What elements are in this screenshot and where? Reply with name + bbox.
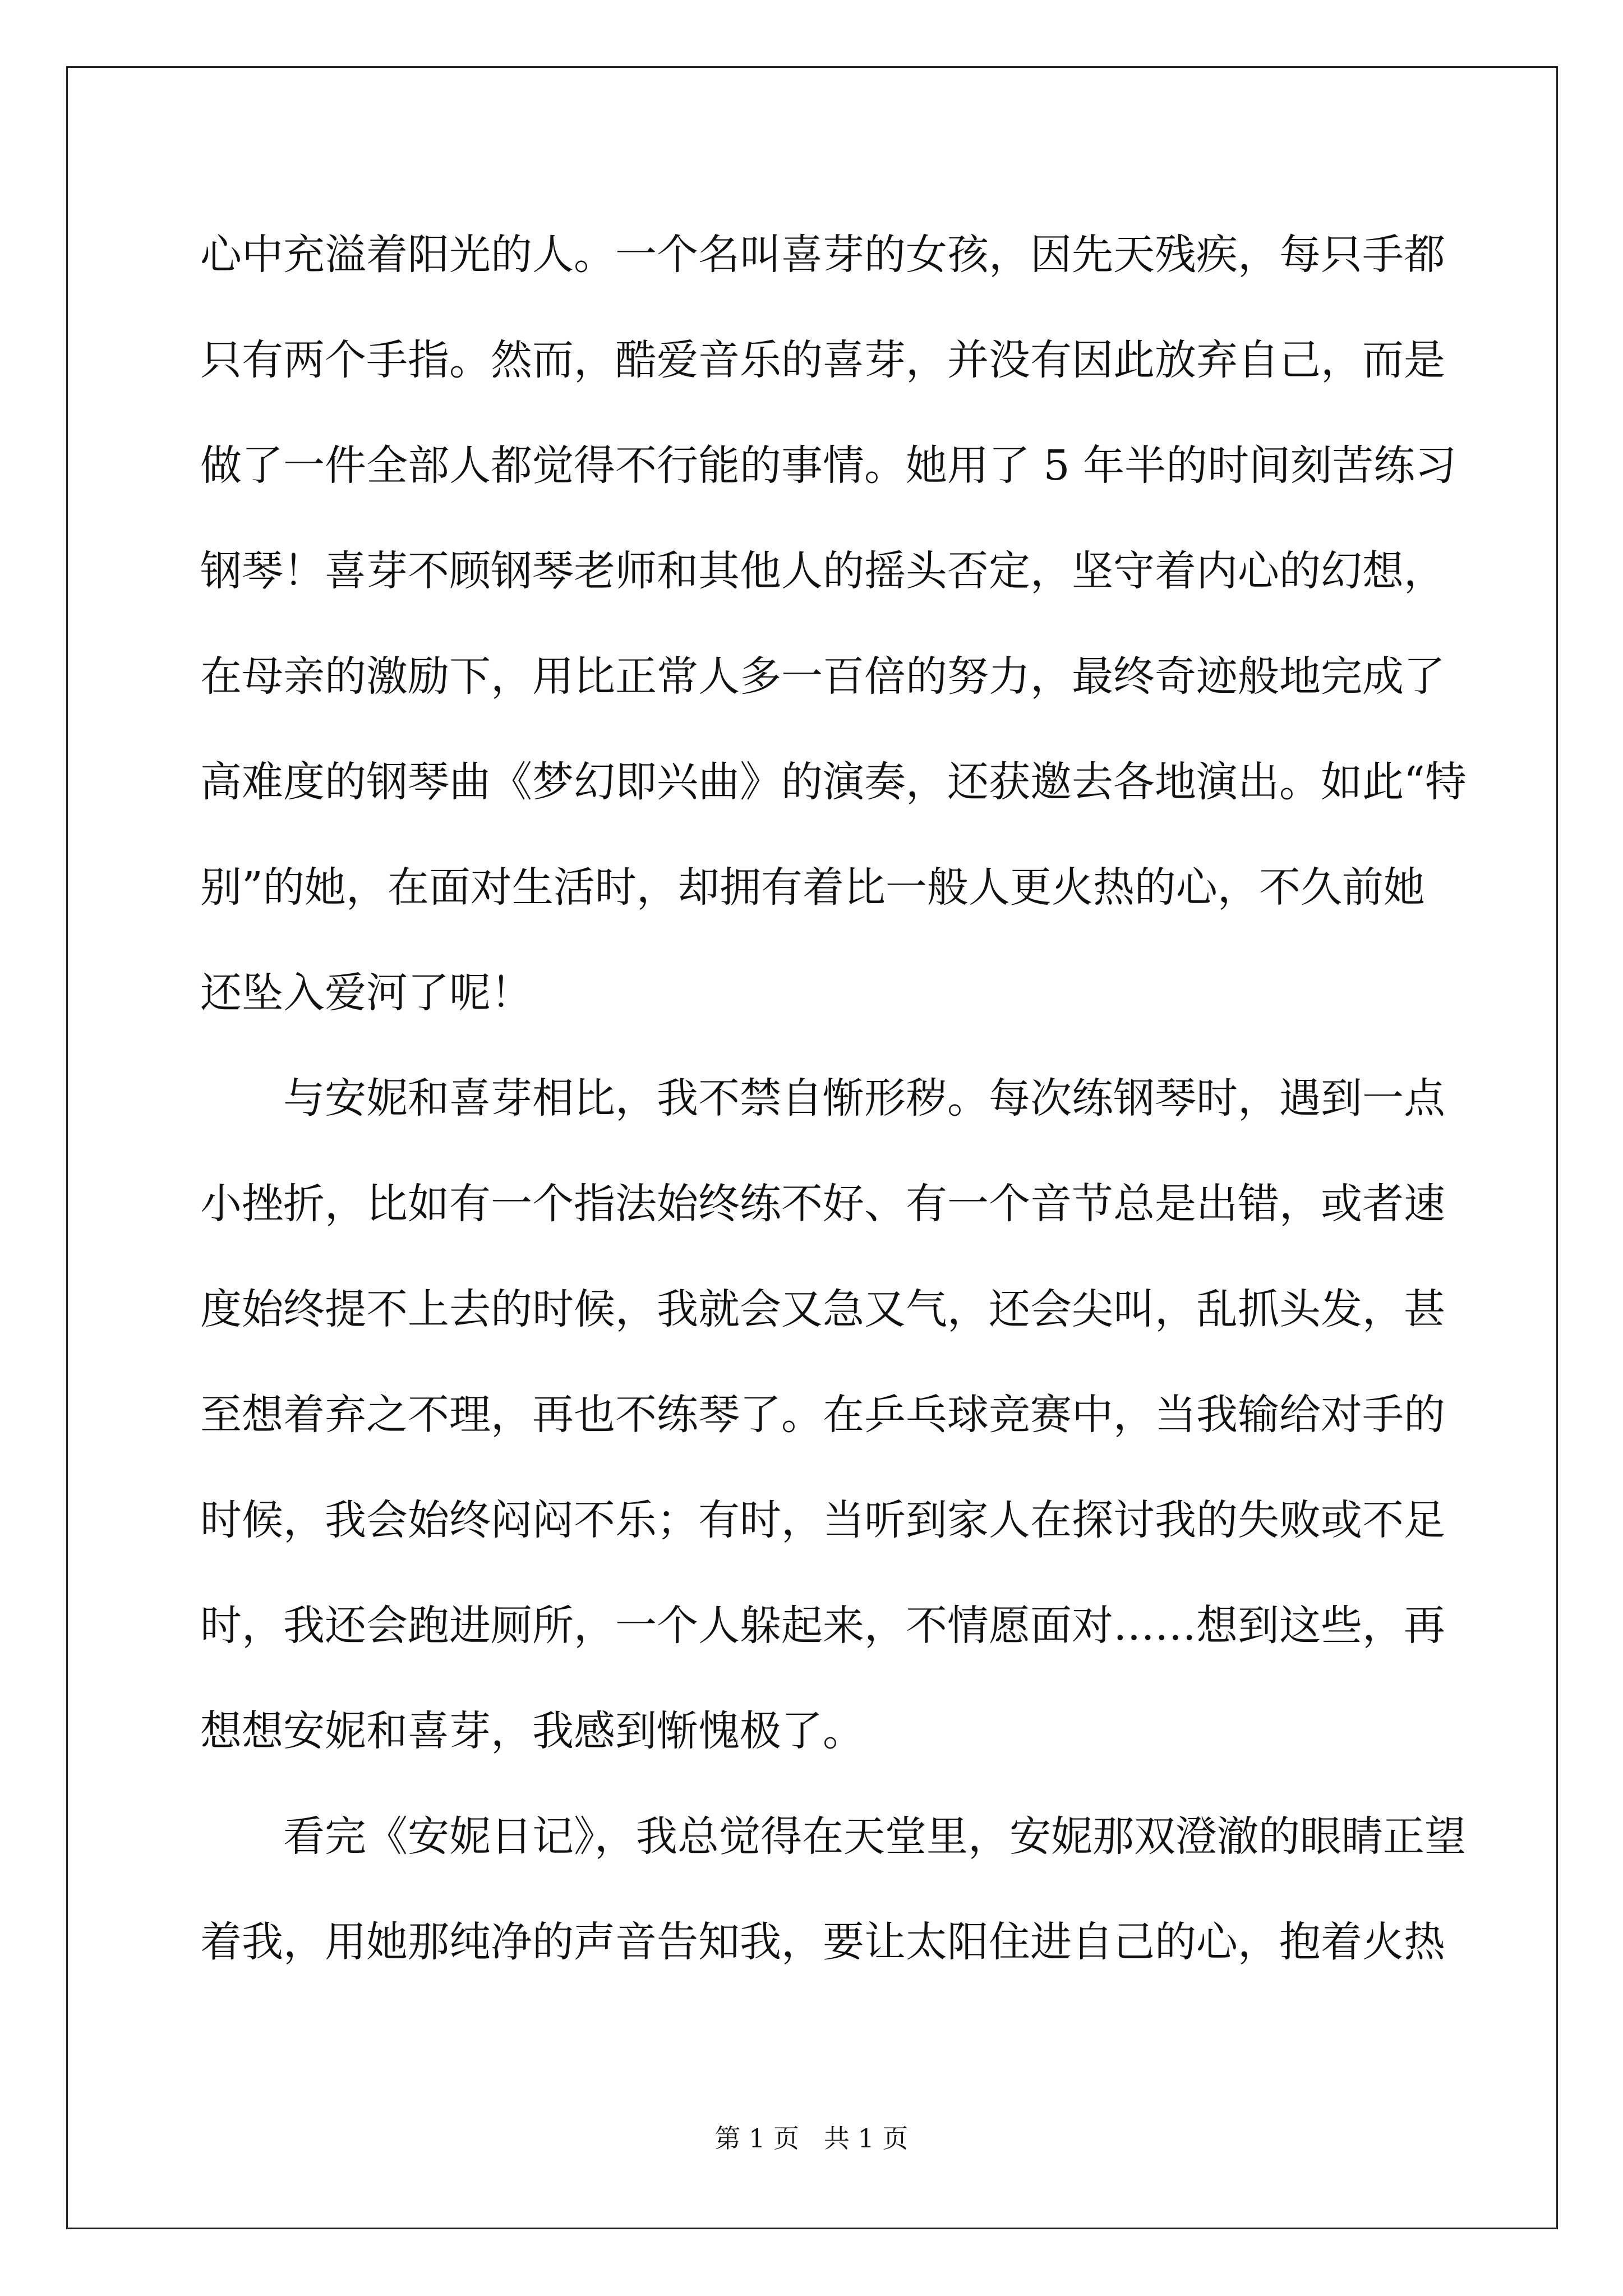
text-line: 钢琴！喜芽不顾钢琴老师和其他人的摇头否定，坚守着内心的幻想，: [200, 547, 1445, 595]
text-line: 做了一件全部人都觉得不行能的事情。她用了 5 年半的时间刻苦练习: [200, 441, 1457, 490]
text-line: 高难度的钢琴曲《梦幻即兴曲》的演奏，还获邀去各地演出。如此“特: [200, 758, 1467, 806]
text-line: 小挫折，比如有一个指法始终练不好、有一个音节总是出错，或者速: [200, 1180, 1445, 1228]
text-line: 别”的她，在面对生活时，却拥有着比一般人更火热的心，不久前她: [200, 863, 1425, 912]
page-footer: 第 1 页 共 1 页: [714, 2123, 909, 2154]
text-line: 心中充溢着阳光的人。一个名叫喜芽的女孩，因先天残疾，每只手都: [200, 231, 1445, 279]
text-line: 时，我还会跑进厕所，一个人躲起来，不情愿面对……想到这些，再: [200, 1602, 1445, 1650]
text-line: 着我，用她那纯净的声音告知我，要让太阳住进自己的心，抱着火热: [200, 1918, 1445, 1966]
text-line: 度始终提不上去的时候，我就会又急又气，还会尖叫，乱抓头发，甚: [200, 1285, 1445, 1333]
text-line: 只有两个手指。然而，酷爱音乐的喜芽，并没有因此放弃自己，而是: [200, 336, 1445, 384]
text-line: 还坠入爱河了呢！: [200, 969, 532, 1017]
document-body: [200, 202, 1467, 1995]
text-line: 至想着弃之不理，再也不练琴了。在乒乓球竞赛中，当我输给对手的: [200, 1391, 1445, 1439]
text-line: 想想安妮和喜芽，我感到惭愧极了。: [200, 1707, 864, 1755]
paragraph-first-line: 与安妮和喜芽相比，我不禁自惭形秽。每次练钢琴时，遇到一点: [283, 1074, 1445, 1122]
text-line: 在母亲的激励下，用比正常人多一百倍的努力，最终奇迹般地完成了: [200, 652, 1445, 701]
paragraph-first-line: 看完《安妮日记》，我总觉得在天堂里，安妮那双澄澈的眼睛正望: [283, 1812, 1466, 1861]
text-line: 时候，我会始终闷闷不乐；有时，当听到家人在探讨我的失败或不足: [200, 1496, 1445, 1544]
